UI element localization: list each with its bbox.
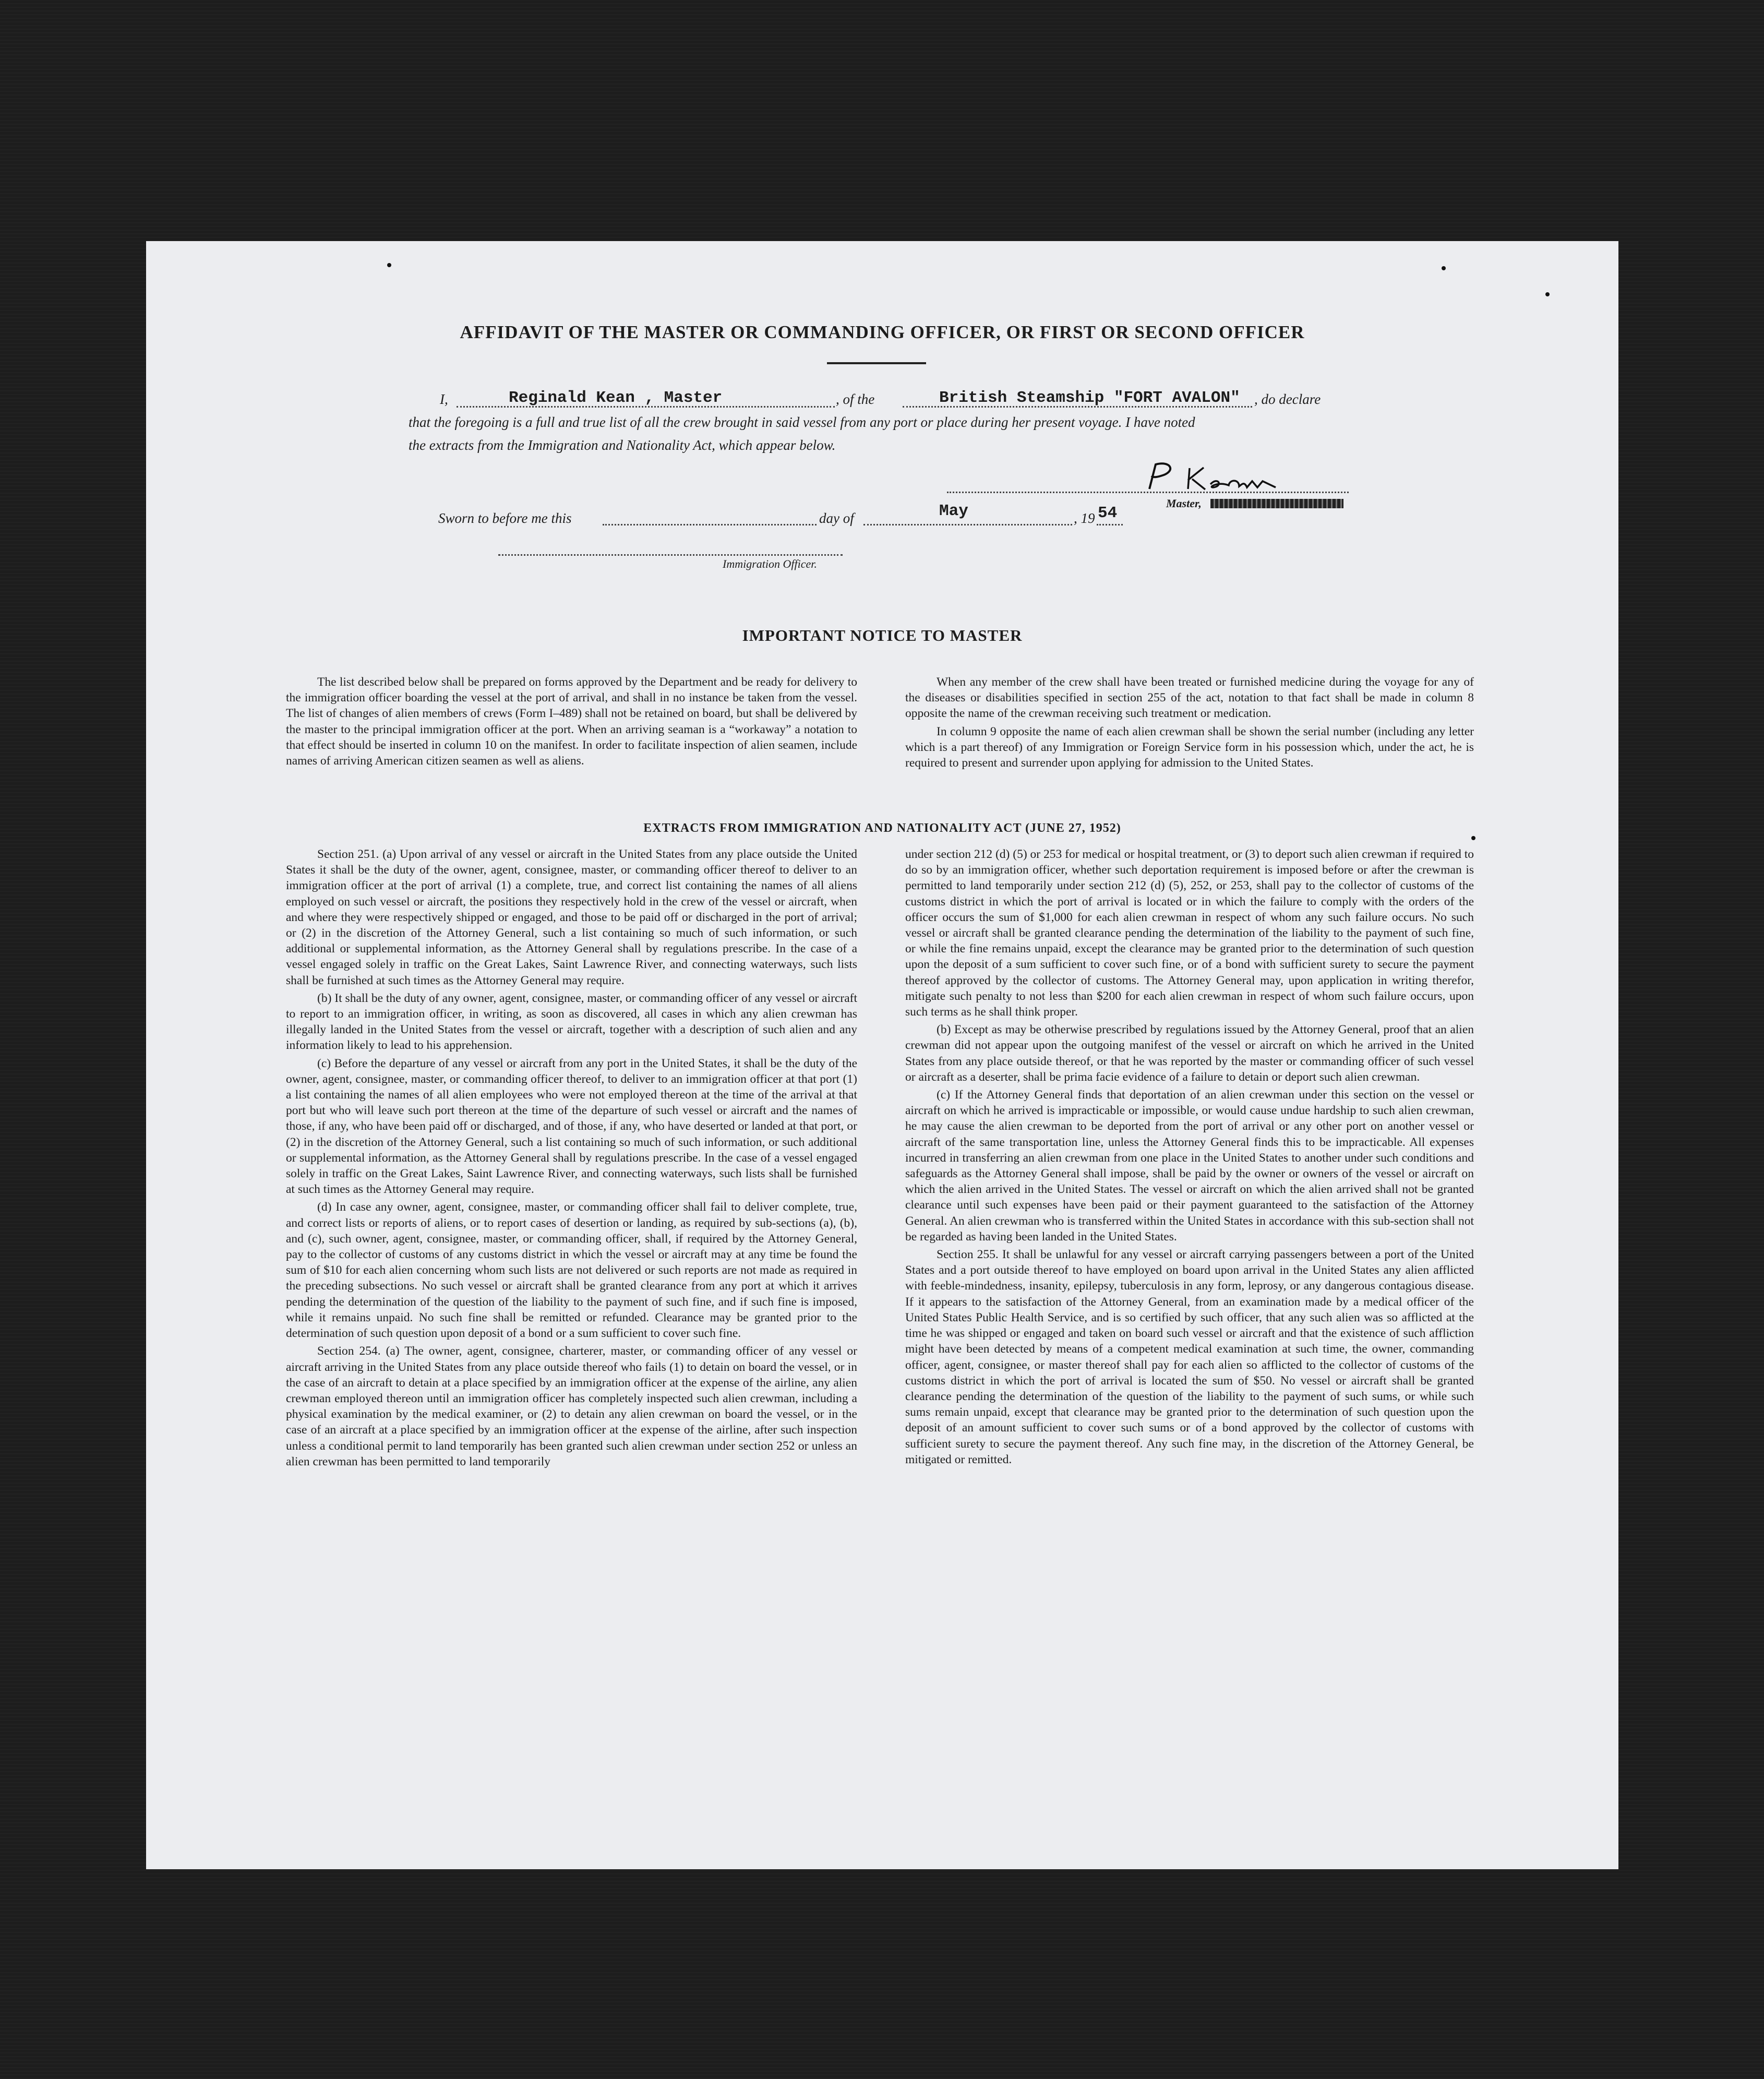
do-declare-label: , do declare [1254,391,1321,407]
day-of-label: day of [819,510,854,526]
extract-paragraph: Section 254. (a) The owner, agent, consignee, charterer, master, or commanding officer of any vessel or aircraft arriving in the United States from any place outside thereof who fails (1) to detain on board the vessel, or in the case of an aircraft to detain at a place specified by an immigration officer at the expense of the airline, any alien crewman employed thereon until an immigration officer has completely inspected such alien crewman, including a physical examination by the medical examiner, or (2) to detain any alien crewman on board the vessel, or in the case of an aircraft at a place specified by an immigration officer at the expense of the airline, after such inspection unless a conditional permit to land temporarily has been granted such alien crewman under section 252 or unless an alien crewman has been permitted to land temporarily [286,1344,857,1468]
master-signature [1140,460,1286,497]
master-name-field: Reginald Kean , Master [509,389,723,407]
extract-paragraph: (c) Before the departure of any vessel or aircraft from any port in the United States, it shall be the duty of the owner, agent, consignee, master, or commanding officer thereof, to deliver to an immigration officer at that port (1) a list containing the names of all alien employees who were not employed thereon at the time of the arrival at that port but who will leave such port thereon at the time of the departure of such vessel or aircraft and the names of those, if any, who have been paid off or discharged, and of those, if any, who have deserted or landed at that port, or (2) in the discretion of the Attorney General, such a list containing so much of such information, or such additional or supplemental information, as the Attorney General shall by regulations prescribe. In the case of a vessel engaged solely in traffic on the Great Lakes, Saint Lawrence River, and connecting waterways, such lists shall be furnished at such times as the Attorney General may require. [286,1056,857,1197]
affidavit-i: I, [440,391,448,407]
notice-left-column [286,674,857,771]
extract-paragraph: Section 255. It shall be unlawful for any vessel or aircraft carrying passengers between a port of the United States and a port outside thereof to have employed on board upon arrival in the United States any alien afflicted with feeble-mindedness, insanity, epilepsy, tuberculosis in any form, leprosy, or any dangerous contagious disease. If it appears to the satisfaction of the Attorney General, from an examination made by a medical officer of the United States Public Health Service, and is so certified by such officer, that any such alien was so afflicted at the time he was shipped or engaged and taken on board such vessel or aircraft and that the existence of such affliction might have been detected by means of a competent medical examination at such time, the owner, commanding officer, agent, consignee, or master thereof shall pay for each alien so afflicted to the collector of customs of the customs district in which the port of arrival is located the sum of $50. No vessel or aircraft shall be granted clearance pending the determination of the question of the liability to the payment of such sums, or while such sums remain unpaid, except that clearance may be granted prior to the determination of such question upon the deposit of an amount sufficient to cover such sums or of a bond approved by the collector of customs with sufficient surety to secure the payment thereof. Any such fine may, in the discretion of the Attorney General, be mitigated or remitted. [905,1248,1474,1466]
extracts-title: EXTRACTS FROM IMMIGRATION AND NATIONALITY ACT (JUNE 27, 1952) [643,821,1121,835]
notice-title: IMPORTANT NOTICE TO MASTER [742,626,1023,644]
extract-paragraph: (b) Except as may be otherwise prescribed by regulations issued by the Attorney General, proof that an alien crewman did not appear upon the outgoing manifest of the vessel or aircraft on which he arrived in the United States from any place outside thereof, or that he was reported by the master or commanding officer of such vessel or aircraft as a deserter, shall be prima facie evidence of a failure to detain or deport such alien crewman. [905,1023,1474,1084]
extract-paragraph: under section 212 (d) (5) or 253 for medical or hospital treatment, or (3) to deport such alien crewman if required to do so by an immigration officer, whether such deportation requirement is imposed before or after the crewman is permitted to land temporarily under section 212 (d) (5), 252, or 253, shall pay to the collector of customs of the customs district in which the port of arrival is located or in which the failure to comply with the orders of the officer occurs the sum of $1,000 for each alien crewman in respect of whom any such failure occurs. No such vessel or aircraft shall be granted clearance pending the determination of the liability to the payment of such fine, or while the fine remains unpaid, except the clearance may be granted prior to the determination of such question upon the deposit of a sum sufficient to cover such fine, or of a bond with sufficient surety to secure the payment thereof approved by the collector of customs. The Attorney General may, upon application in writing therefor, mitigate such penalty to not less than $200 for each alien crewman in respect of whom such failure occurs, upon such terms as he shall think proper. [905,847,1474,1019]
extracts-right-column [905,846,1474,1469]
of-the-label: , of the [836,391,875,407]
notice-paragraph: When any member of the crew shall have been treated or furnished medicine during the voyage for any of the diseases or disabilities specified in section 255 of the act, notation to that fact shall be made in column 8 opposite the name of the crewman receiving such treatment or medication. [905,675,1474,721]
sworn-month-field: May [939,502,968,520]
extract-paragraph: (d) In case any owner, agent, consignee, master, or commanding officer shall fail to deliver complete, true, and correct lists or reports of aliens, or to report cases of desertion or landing, as required by sub-sections (a), (b), and (c), such owner, agent, consignee, master, or commanding officer, shall, if required by the Attorney General, pay to the collector of customs of any customs district in which the vessel or aircraft may at any time be found the sum of $10 for each alien concerning whom such lists are not delivered or such reports are not made as required in the preceding subsections. No such vessel or aircraft shall be granted clearance from any port at which it arrives pending the determination of the question of the liability to the payment of such fine, and if such fine is imposed, while it remains unpaid. No such fine shall be remitted or refunded. Clearance may be granted prior to the determination of such question upon deposit of a bond or a sum sufficient to cover such fine. [286,1200,857,1341]
extract-paragraph: (c) If the Attorney General finds that deportation of an alien crewman under this section on the vessel or aircraft on which he arrived is impracticable or impossible, or would cause undue hardship to such alien crewman, he may cause the alien crewman to be deported from the port of arrival or any other port on another vessel or aircraft of the same transportation line, unless the Attorney General finds this to be impracticable. All expenses incurred in transferring an alien crewman from one place in the United States to another under such conditions and safeguards as the Attorney General shall impose, shall be paid by the owner or owners of the vessel or aircraft on which the alien arrived in the United States. The vessel or aircraft on which the alien arrived shall not be granted clearance until such expenses have been paid or their payment guaranteed to the satisfaction of the Attorney General. An alien crewman who is transferred within the United States in accordance with this sub-section shall not be regarded as having been landed in the United States. [905,1088,1474,1244]
document-page [146,241,1618,1869]
notice-right-column [905,674,1474,773]
sworn-day-blank [603,524,817,525]
sworn-year-field: 54 [1098,504,1118,522]
immigration-officer-label: Immigration Officer. [723,557,817,570]
affidavit-title: AFFIDAVIT OF THE MASTER OR COMMANDING OFFICER, OR FIRST OR SECOND OFFICER [460,322,1305,342]
extract-paragraph: (b) It shall be the duty of any owner, agent, consignee, master, or commanding officer of any vessel or aircraft to report to an immigration officer, in writing, as soon as discovered, all cases in which any alien crewman has illegally landed in the United States from the vessel or aircraft, together with a description of such alien and any information likely to lead to his apprehension. [286,991,857,1053]
extract-paragraph: Section 251. (a) Upon arrival of any vessel or aircraft in the United States from any place outside the United States it shall be the duty of the owner, agent, consignee, master, or commanding officer thereof to deliver to an immigration officer at the port of arrival (1) a complete, true, and correct list containing the names of all aliens employed on such vessel or aircraft, the positions they respectively hold in the crew of the vessel or aircraft, when and where they were respectively shipped or engaged, and those to be paid off or discharged in the port of arrival; or (2) in the discretion of the Attorney General, such a list containing so much of such information, or such additional or supplemental information, as the Attorney General shall by regulations prescribe. In the case of a vessel engaged solely in traffic on the Great Lakes, Saint Lawrence River, and connecting waterways, such lists shall be furnished at such times as the Attorney General may require. [286,847,857,987]
notice-paragraph: The list described below shall be prepared on forms approved by the Department and be ready for delivery to the immigration officer boarding the vessel at the port of arrival, and shall in no instance be taken from the vessel. The list of changes of alien members of crews (Form I–489) shall not be retained on board, but shall be delivered by the master to the principal immigration officer at the port. When an arriving seaman is a “workaway” a notation to that effect should be inserted in column 10 on the manifest. In order to facilitate inspection of alien seamen, include names of arriving American citizen seamen as well as aliens. [286,675,857,768]
sworn-year-blank [1097,524,1123,525]
affidavit-line3: the extracts from the Immigration and Nationality Act, which appear below. [409,437,836,453]
vessel-name-field: British Steamship "FORT AVALON" [939,389,1240,407]
extracts-left-column [286,846,857,1472]
title-rule [827,362,926,364]
notice-paragraph: In column 9 opposite the name of each alien crewman shall be shown the serial number (including any letter which is a part thereof) of any Immigration or Foreign Service form in his possession which, under the act, he is required to present and surrender upon applying for admission to the United States. [905,724,1474,770]
struck-out-text [1210,499,1343,508]
scan-speck [1442,266,1446,270]
master-label: Master, [1166,497,1202,510]
year-prefix: , 19 [1074,510,1095,526]
officer-signature-line [498,554,843,556]
affidavit-line2: that the foregoing is a full and true list of all the crew brought in said vessel from any port or place during her present voyage. I have noted [409,414,1195,430]
sworn-label: Sworn to before me this [438,510,572,526]
scan-speck [387,263,391,267]
scan-speck [1471,836,1475,840]
sworn-month-blank [863,524,1072,525]
scan-speck [1545,292,1550,296]
